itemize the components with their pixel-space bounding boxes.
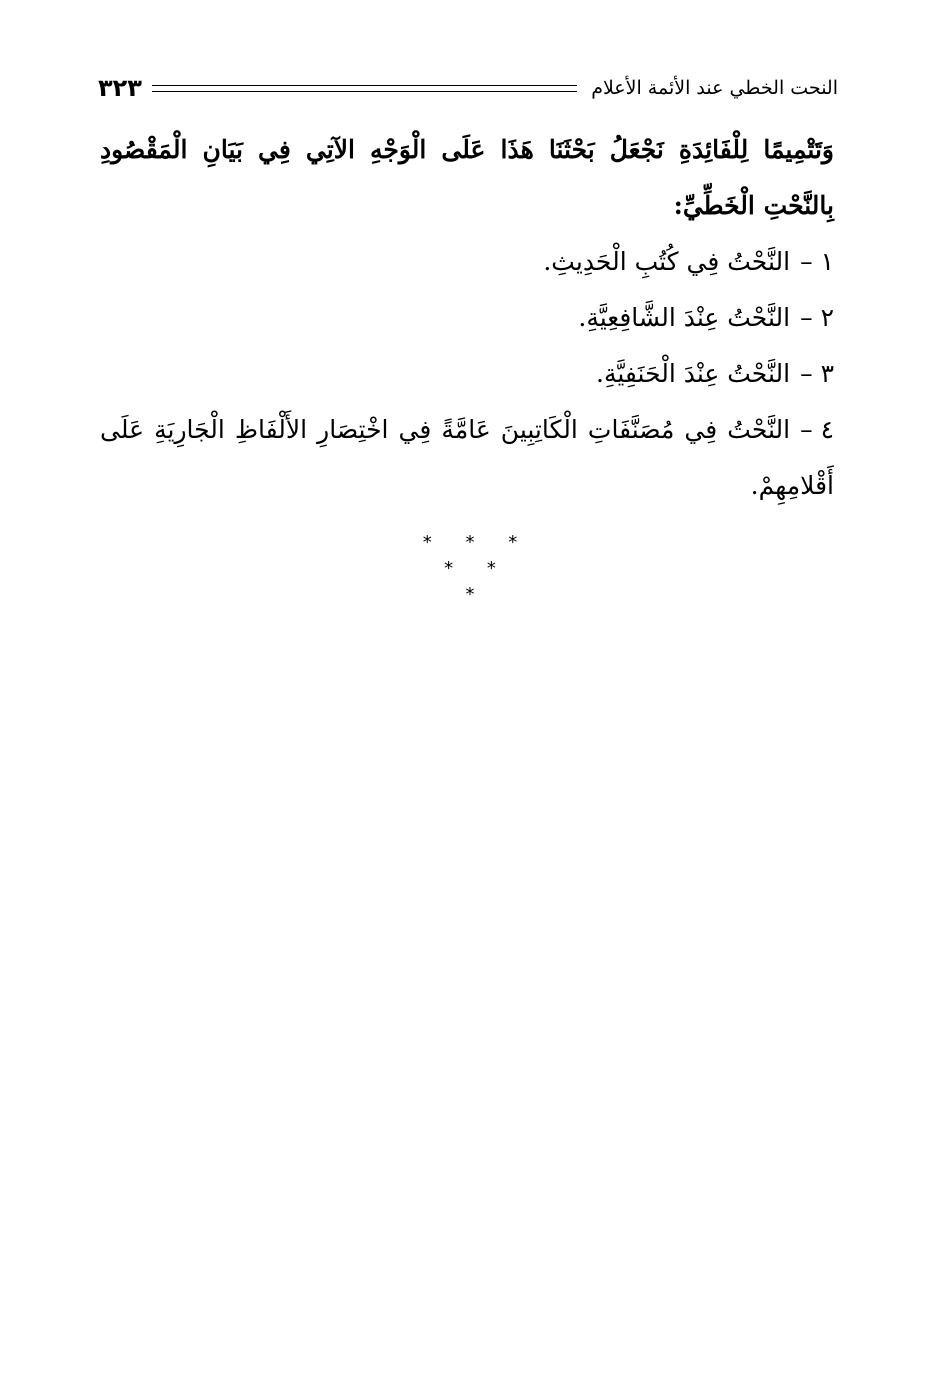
running-header <box>98 70 838 106</box>
list-item <box>100 346 834 402</box>
list-dash: – <box>800 359 813 388</box>
list-item-number: ٢ <box>820 303 834 332</box>
list-item-number: ١ <box>820 247 834 276</box>
list-item-text: النَّحْتُ عِنْدَ الشَّافِعِيَّةِ. <box>578 303 791 332</box>
list-dash: – <box>800 415 813 444</box>
header-rule <box>152 85 577 92</box>
list-dash: – <box>800 247 813 276</box>
list-item <box>100 290 834 346</box>
body-text <box>100 122 834 514</box>
list-item-text: النَّحْتُ عِنْدَ الْحَنَفِيَّةِ. <box>596 359 791 388</box>
list-item <box>100 402 834 514</box>
list-item <box>100 234 834 290</box>
ornament-row: * * * <box>422 532 532 553</box>
list-item-number: ٣ <box>820 359 834 388</box>
section-end-ornament <box>400 530 540 608</box>
intro-paragraph: وَتَتْمِيمًا لِلْفَائِدَةِ نَجْعَلُ بَحْثَنَا هَذَا عَلَى الْوَجْهِ الآتِي فِي بَيَانِ الْمَقْصُودِ بِالنَّحْتِ الْخَطِّيِّ: <box>100 135 834 220</box>
list-item-number: ٤ <box>820 415 834 444</box>
ornament-row: * <box>465 584 489 605</box>
list-dash: – <box>800 303 813 332</box>
list-item-text: النَّحْتُ فِي مُصَنَّفَاتِ الْكَاتِبِينَ عَامَّةً فِي اخْتِصَارِ الأَلْفَاظِ الْجَارِيَةِ عَلَى أَقْلامِهِمْ. <box>100 415 834 500</box>
list-item-text: النَّحْتُ فِي كُتُبِ الْحَدِيثِ. <box>543 247 791 276</box>
page-number: ٣٢٣ <box>98 74 142 102</box>
ornament-row: * * <box>444 558 510 579</box>
header-title: النحت الخطي عند الأئمة الأعلام <box>591 77 838 99</box>
